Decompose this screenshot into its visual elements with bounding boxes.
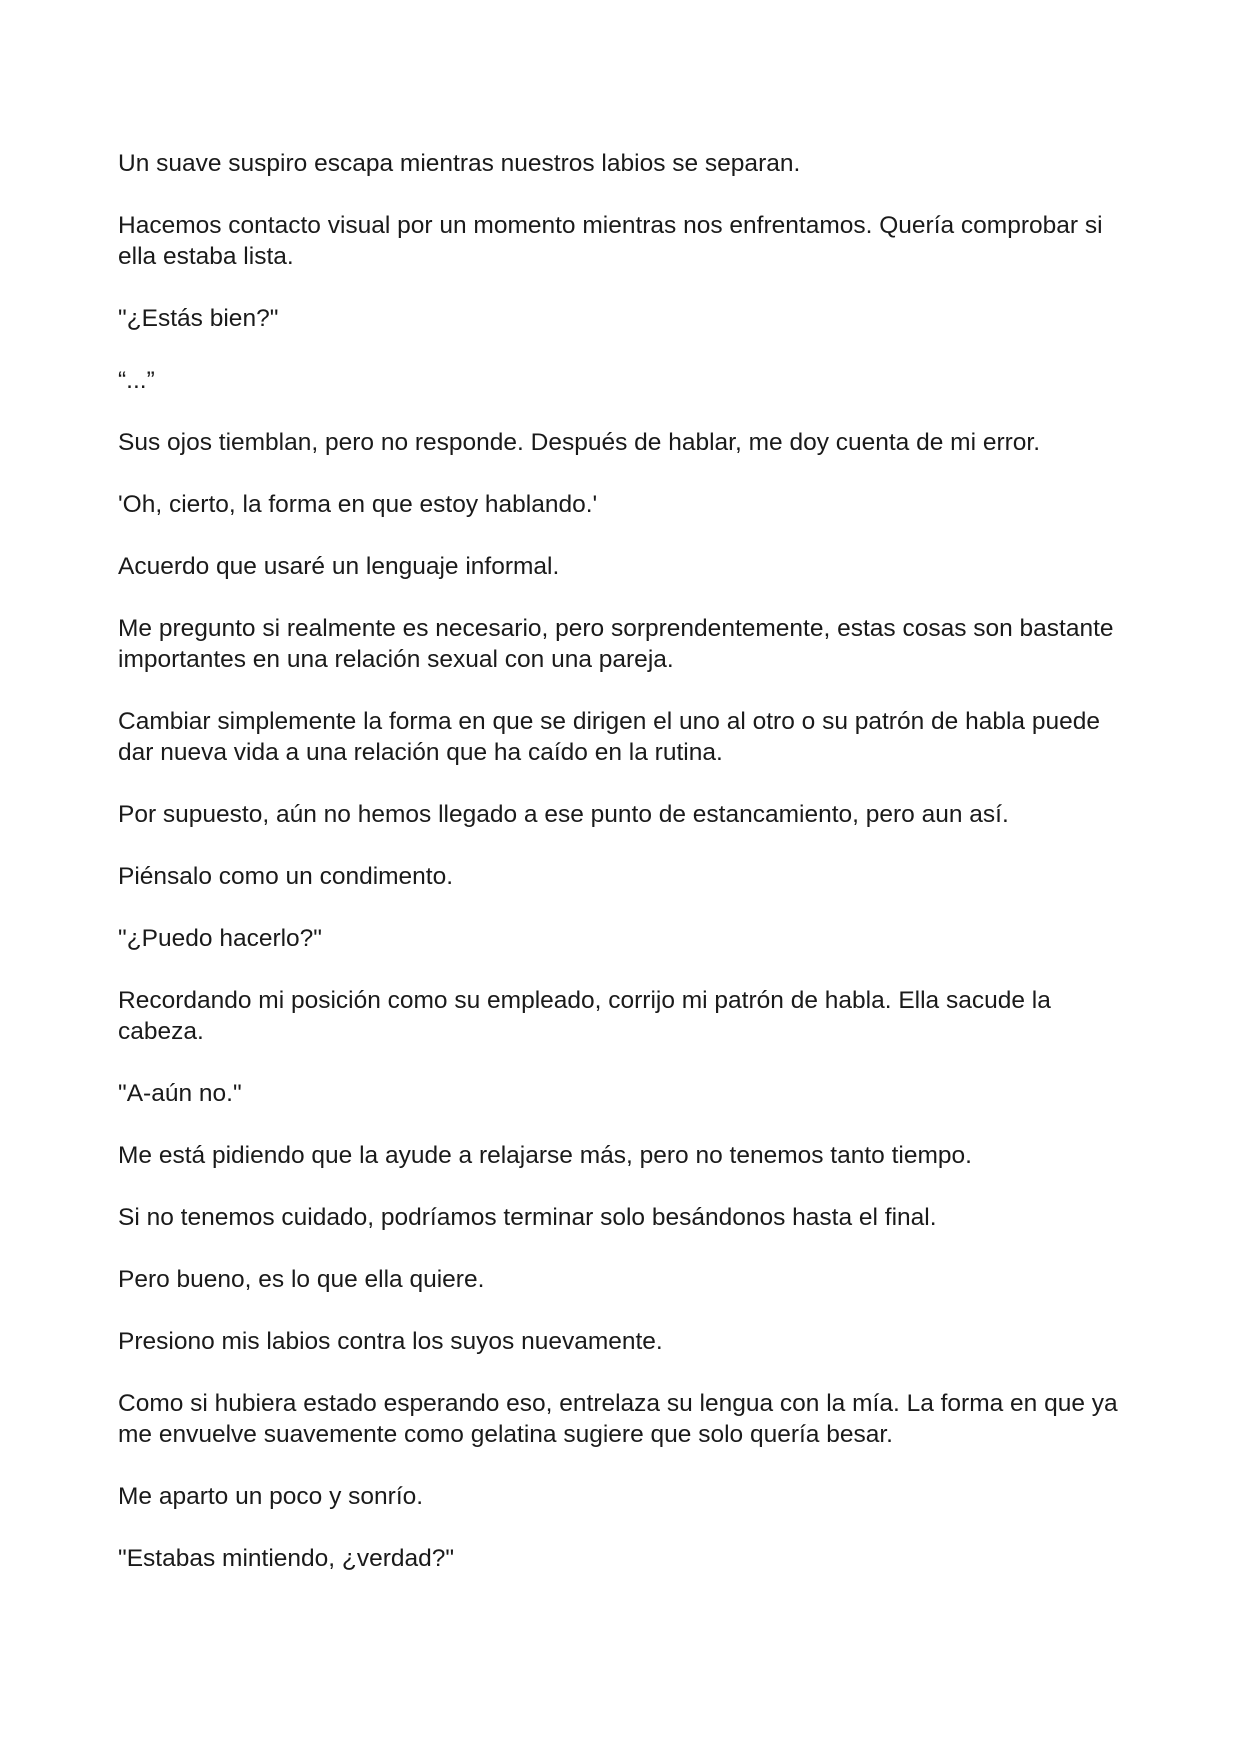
paragraph: Si no tenemos cuidado, podríamos terminar solo besándonos hasta el final. (118, 1204, 937, 1231)
paragraph: “...” (118, 367, 155, 394)
paragraph: Sus ojos tiemblan, pero no responde. Después de hablar, me doy cuenta de mi error. (118, 429, 1041, 456)
paragraph: Cambiar simplemente la forma en que se dirigen el uno al otro o su patrón de habla puede dar nueva vida a una relación que ha caído en la rutina. (118, 708, 1100, 766)
paragraph: Me está pidiendo que la ayude a relajarse más, pero no tenemos tanto tiempo. (118, 1142, 972, 1169)
paragraph: Un suave suspiro escapa mientras nuestros labios se separan. (118, 150, 801, 177)
paragraph: 'Oh, cierto, la forma en que estoy hablando.' (118, 491, 598, 518)
paragraph: "Estabas mintiendo, ¿verdad?" (118, 1545, 455, 1572)
paragraph: Acuerdo que usaré un lenguaje informal. (118, 553, 560, 580)
document-body (118, 148, 1138, 1605)
paragraph: Por supuesto, aún no hemos llegado a ese punto de estancamiento, pero aun así. (118, 801, 1009, 828)
paragraph: Me aparto un poco y sonrío. (118, 1483, 424, 1510)
paragraph: Como si hubiera estado esperando eso, entrelaza su lengua con la mía. La forma en que ya me envuelve suavemente como gelatina sugiere que solo quería besar. (118, 1390, 1118, 1448)
paragraph: Presiono mis labios contra los suyos nuevamente. (118, 1328, 663, 1355)
paragraph: "A-aún no." (118, 1080, 242, 1107)
paragraph: "¿Puedo hacerlo?" (118, 925, 322, 952)
paragraph: Hacemos contacto visual por un momento mientras nos enfrentamos. Quería comprobar si ella estaba lista. (118, 212, 1103, 270)
paragraph: Piénsalo como un condimento. (118, 863, 454, 890)
paragraph: Recordando mi posición como su empleado, corrijo mi patrón de habla. Ella sacude la cabeza. (118, 987, 1051, 1045)
paragraph: Pero bueno, es lo que ella quiere. (118, 1266, 485, 1293)
paragraph: Me pregunto si realmente es necesario, pero sorprendentemente, estas cosas son bastante importantes en una relación sexual con una pareja. (118, 615, 1114, 673)
paragraph: "¿Estás bien?" (118, 305, 279, 332)
